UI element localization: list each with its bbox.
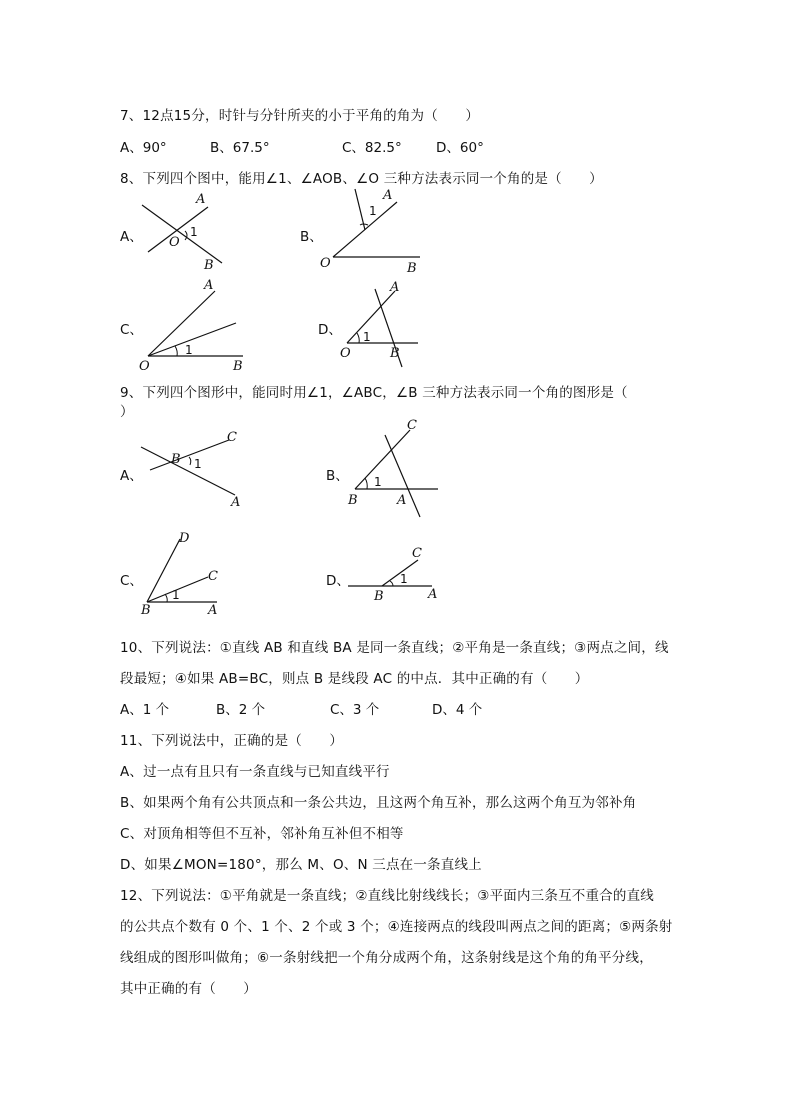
label-b: B xyxy=(233,359,243,374)
label-b: B xyxy=(348,493,358,508)
q10-stem-line2: 段最短；④如果 AB=BC，则点 B 是线段 AC 的中点．其中正确的有（ ） xyxy=(120,671,589,687)
q9-stem-line2: ） xyxy=(120,404,134,420)
q12-line2: 的公共点个数有 0 个、1 个、2 个或 3 个；④连接两点的线段叫两点之间的距离；⑤两条射 xyxy=(120,919,673,935)
line-ob xyxy=(142,205,222,263)
label-o: O xyxy=(320,256,331,271)
label-1: 1 xyxy=(374,475,382,489)
q7-option-a: A、90° xyxy=(120,140,167,156)
angle-arc xyxy=(189,457,191,465)
q7-stem: 7、12点15分，时针与分针所夹的小于平角的角为（ ） xyxy=(120,108,480,124)
q10-option-c: C、3 个 xyxy=(330,702,380,718)
q7-option-b: B、67.5° xyxy=(210,140,270,156)
line-bc xyxy=(355,430,410,489)
label-1: 1 xyxy=(363,330,371,344)
label-b: B xyxy=(407,261,417,276)
label-1: 1 xyxy=(185,343,193,357)
q9-label-b: B、 xyxy=(326,468,349,484)
q12-line4: 其中正确的有（ ） xyxy=(120,981,257,997)
label-o: O xyxy=(340,346,351,361)
label-a: A xyxy=(208,603,218,618)
angle-arc xyxy=(165,594,167,602)
label-1: 1 xyxy=(172,588,180,602)
q9-stem-line1: 9、下列四个图形中，能同时用∠1，∠ABC，∠B 三种方法表示同一个角的图形是（ xyxy=(120,385,628,401)
label-b: B xyxy=(141,603,151,618)
label-b: B xyxy=(171,452,181,467)
label-o: O xyxy=(139,359,150,374)
q9-figure-d xyxy=(340,540,450,610)
q11-option-c: C、对顶角相等但不互补，邻补角互补但不相等 xyxy=(120,826,404,842)
label-c: C xyxy=(407,418,417,433)
label-a: A xyxy=(383,188,393,203)
q10-option-a: A、1 个 xyxy=(120,702,170,718)
label-a: A xyxy=(231,495,241,510)
q9-figure-b xyxy=(340,415,450,520)
q11-option-d: D、如果∠MON=180°，那么 M、O、N 三点在一条直线上 xyxy=(120,857,482,873)
line-oa xyxy=(347,291,395,343)
q8-label-a: A、 xyxy=(120,229,143,245)
q9-figure-a xyxy=(135,425,250,515)
angle-arc xyxy=(185,231,187,240)
q8-figure-b xyxy=(315,185,430,275)
q12-line3: 线组成的图形叫做角；⑥一条射线把一个角分成两个角，这条射线是这个角的角平分线， xyxy=(120,950,653,966)
label-o: O xyxy=(169,235,180,250)
q9-label-a: A、 xyxy=(120,468,143,484)
q8-label-c: C、 xyxy=(120,322,143,338)
q9-label-c: C、 xyxy=(120,573,143,589)
label-1: 1 xyxy=(194,457,202,471)
q10-option-b: B、2 个 xyxy=(216,702,266,718)
q8-label-d: D、 xyxy=(318,322,342,338)
label-a: A xyxy=(428,587,438,602)
angle-arc xyxy=(175,346,177,356)
angle-arc xyxy=(365,478,367,489)
angle-arc xyxy=(357,333,359,343)
line-bc xyxy=(150,440,229,470)
q11-option-b: B、如果两个角有公共顶点和一条公共边，且这两个角互补，那么这两个角互为邻补角 xyxy=(120,795,637,811)
line-ba xyxy=(141,447,235,495)
label-b: B xyxy=(374,589,384,604)
label-a: A xyxy=(397,493,407,508)
q10-option-d: D、4 个 xyxy=(432,702,483,718)
q9-label-d: D、 xyxy=(326,573,350,589)
label-c: C xyxy=(227,430,237,445)
label-c: C xyxy=(208,569,218,584)
label-d: D xyxy=(179,531,190,546)
q8-label-b: B、 xyxy=(300,229,323,245)
q10-stem-line1: 10、下列说法：①直线 AB 和直线 BA 是同一条直线；②平角是一条直线；③两点之间，线 xyxy=(120,640,669,656)
label-c: C xyxy=(412,546,422,561)
label-1: 1 xyxy=(369,204,377,218)
label-a: A xyxy=(196,192,206,207)
q7-option-c: C、82.5° xyxy=(342,140,402,156)
q9-figure-c xyxy=(135,525,235,620)
label-1: 1 xyxy=(400,572,408,586)
label-1: 1 xyxy=(190,225,198,239)
q7-option-d: D、60° xyxy=(436,140,484,156)
q11-stem: 11、下列说法中，正确的是（ ） xyxy=(120,733,344,749)
label-b: B xyxy=(204,258,214,273)
q8-figure-d xyxy=(335,275,425,370)
angle-arc xyxy=(390,581,393,586)
q8-figure-c xyxy=(135,275,255,375)
q12-line1: 12、下列说法：①平角就是一条直线；②直线比射线线长；③平面内三条互不重合的直线 xyxy=(120,888,654,904)
q8-stem: 8、下列四个图中，能用∠1、∠AOB、∠O 三种方法表示同一个角的是（ ） xyxy=(120,171,603,187)
q11-option-a: A、过一点有且只有一条直线与已知直线平行 xyxy=(120,764,390,780)
line-oa xyxy=(148,291,215,356)
q8-figure-a xyxy=(130,185,240,275)
label-a: A xyxy=(204,278,214,293)
label-a: A xyxy=(390,280,400,295)
label-b: B xyxy=(390,346,400,361)
